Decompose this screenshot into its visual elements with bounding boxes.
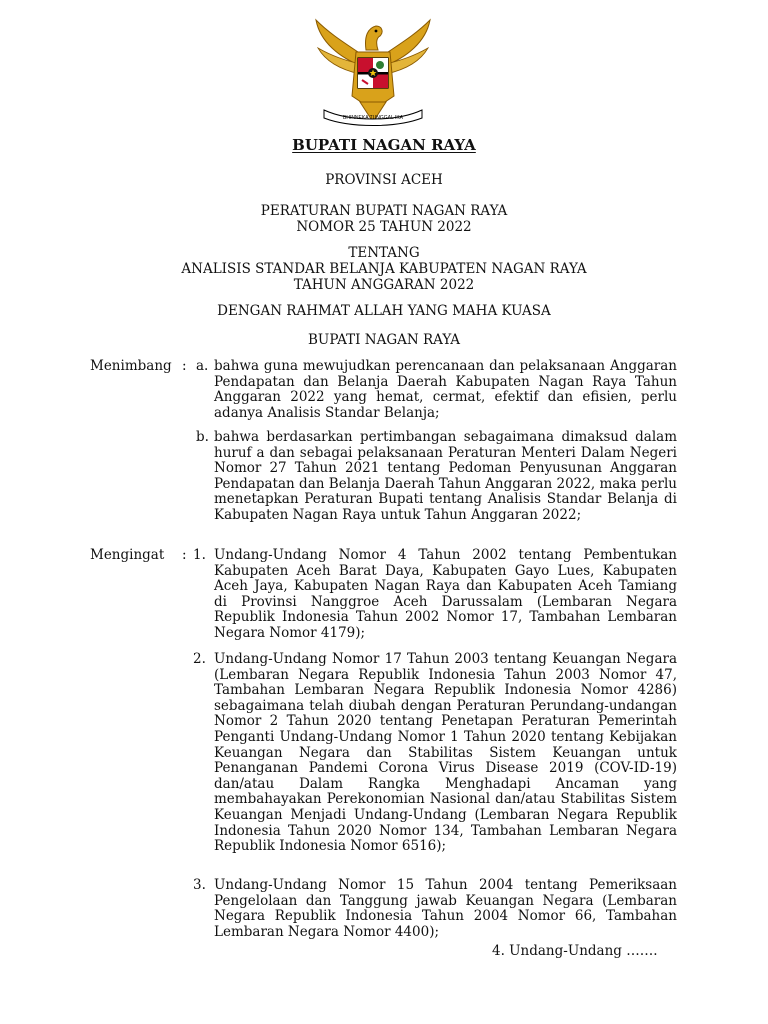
menimbang-item-b: bahwa berdasarkan pertimbangan sebagaimana dimaksud dalam huruf a dan sebagai pelaksanaan Peraturan Menteri Dalam Negeri Nomor 27 Tahun 2021 tentang Pedoman Penyusunan Anggaran Pendapatan dan Belanja Daerah Tahun Anggaran 2022, maka perlu menetapkan Peraturan Bupati tentang Analisis Standar Belanja di Kabupaten Nagan Raya untuk Tahun Anggaran 2022; — [214, 429, 677, 523]
menimbang-marker-b: b. — [196, 429, 209, 445]
province-name: PROVINSI ACEH — [325, 172, 443, 188]
mengingat-marker-1: 1. — [193, 547, 206, 563]
regulation-number: NOMOR 25 TAHUN 2022 — [296, 219, 472, 235]
menimbang-colon: : — [182, 358, 187, 374]
subject-line-1: ANALISIS STANDAR BELANJA KABUPATEN NAGAN RAYA — [181, 261, 587, 277]
menimbang-marker-a: a. — [196, 358, 209, 374]
emblem-motto: BHINNEKA TUNGGAL IKA — [342, 115, 404, 121]
mengingat-item-1: Undang-Undang Nomor 4 Tahun 2002 tentang Pembentukan Kabupaten Aceh Barat Daya, Kabupaten Gayo Lues, Kabupaten Aceh Jaya, Kabupaten Nagan Raya dan Kabupaten Aceh Tamiang di Provinsi Nanggroe Aceh Darussalam (Lembaran Negara Republik Indonesia Tahun 2002 Nomor 17, Tambahan Lembaran Negara Nomor 4179); — [214, 547, 677, 641]
regulation-name: PERATURAN BUPATI NAGAN RAYA — [260, 203, 508, 219]
mengingat-label: Mengingat — [90, 547, 165, 563]
mengingat-marker-2: 2. — [193, 651, 206, 667]
mengingat-item-3: Undang-Undang Nomor 15 Tahun 2004 tentang Pemeriksaan Pengelolaan dan Tanggung jawab Keuangan Negara (Lembaran Negara Republik Indonesia Tahun 2004 Nomor 66, Tambahan Lembaran Negara Nomor 4400); — [214, 877, 677, 940]
subject-line-2: TAHUN ANGGARAN 2022 — [293, 277, 475, 293]
mengingat-colon: : — [182, 547, 187, 563]
regent-line: BUPATI NAGAN RAYA — [308, 332, 460, 348]
continuation-note: 4. Undang-Undang ……. — [492, 943, 658, 959]
menimbang-label: Menimbang — [90, 358, 172, 374]
mengingat-item-2: Undang-Undang Nomor 17 Tahun 2003 tentang Keuangan Negara (Lembaran Negara Republik Indonesia Tahun 2003 Nomor 47, Tambahan Lembaran Negara Republik Indonesia Nomor 4286) sebagaimana telah diubah dengan Peraturan Perundang-undangan Nomor 2 Tahun 2020 tentang Penetapan Peraturan Pemerintah Penganti Undang-Undang Nomor 1 Tahun 2020 tentang Kebijakan Keuangan Negara dan Stabilitas Sistem Keuangan untuk Penanganan Pandemi Corona Virus Disease 2019 (COV-ID-19) dan/atau Dalam Rangka Menghadapi Ancaman yang membahayakan Perekonomian Nasional dan/atau Stabilitas Sistem Keuangan Menjadi Undang-Undang (Lembaran Negara Republik Indonesia Tahun 2020 Nomor 134, Tambahan Lembaran Negara Republik Indonesia Nomor 6516); — [214, 651, 677, 855]
menimbang-item-a: bahwa guna mewujudkan perencanaan dan pelaksanaan Anggaran Pendapatan dan Belanja Daerah Kabupaten Nagan Raya Tahun Anggaran 2022 yang hemat, cermat, efektif dan efisien, perlu adanya Analisis Standar Belanja; — [214, 358, 677, 421]
about-heading: TENTANG — [348, 245, 420, 261]
page-title: BUPATI NAGAN RAYA — [292, 136, 476, 154]
blessing-line: DENGAN RAHMAT ALLAH YANG MAHA KUASA — [217, 303, 551, 319]
garuda-emblem — [310, 18, 436, 128]
mengingat-marker-3: 3. — [193, 877, 206, 893]
